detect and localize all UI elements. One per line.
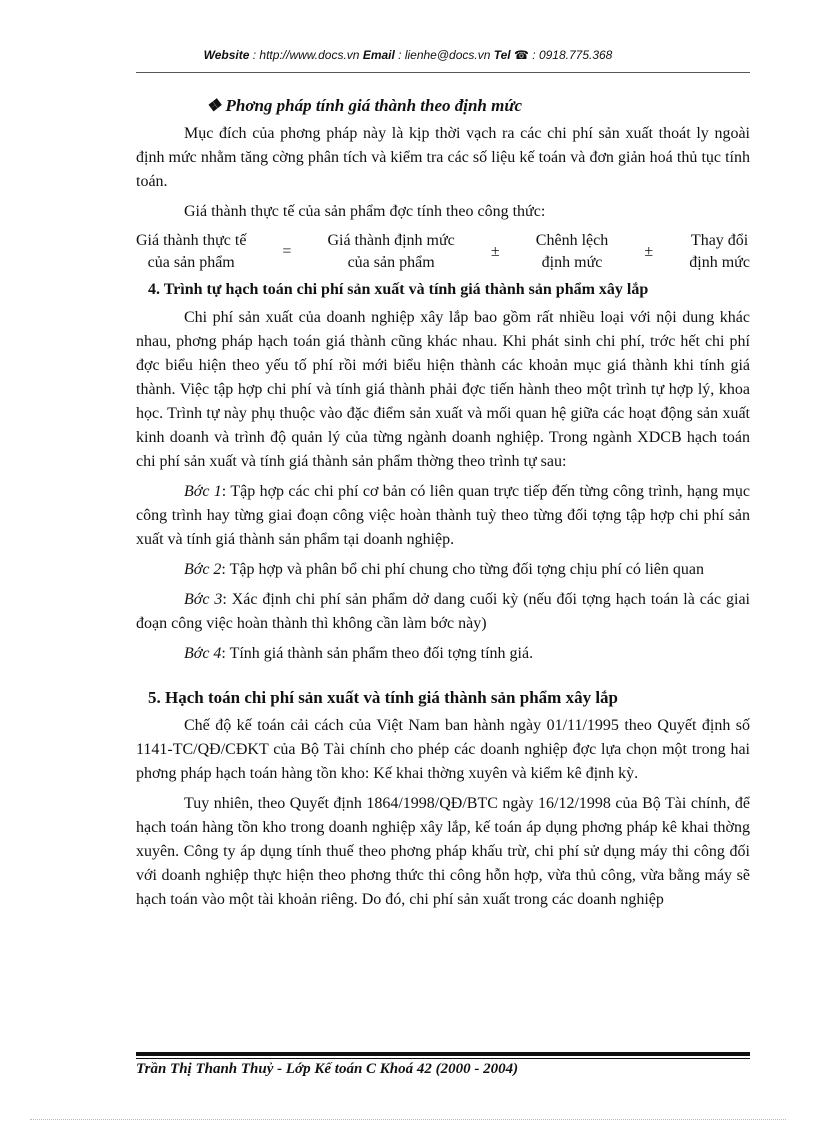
formula-term-norm-change: Thay đổi định mức bbox=[689, 232, 750, 271]
step-item bbox=[136, 558, 750, 582]
header-divider bbox=[136, 72, 750, 73]
step-text: : Xác định chi phí sản phẩm dở dang cuối kỳ (nếu đối tợng hạch toán là các giai đoạn công việc hoàn thành thì không cần làm bớc này) bbox=[136, 591, 750, 632]
formula-term-norm-difference: Chênh lệch định mức bbox=[535, 232, 609, 271]
plus-minus-sign: ± bbox=[644, 243, 654, 260]
section-4-heading: 4. Trình tự hạch toán chi phí sản xuất và tính giá thành sản phẩm xây lắp bbox=[148, 281, 649, 298]
phone-icon: ☎ bbox=[513, 48, 529, 62]
footer-divider-thin bbox=[136, 1058, 750, 1059]
cost-formula bbox=[136, 230, 750, 274]
step-text: : Tập hợp và phân bổ chi phí chung cho từng đối tợng chịu phí có liên quan bbox=[221, 561, 704, 578]
page-footer: Trần Thị Thanh Thuỷ - Lớp Kế toán C Khoá 42 (2000 - 2004) bbox=[136, 1061, 519, 1077]
formula-term-norm-cost: Giá thành định mức của sản phẩm bbox=[327, 232, 455, 271]
tel-label: Tel bbox=[493, 48, 511, 62]
tel-value: : 0918.775.368 bbox=[528, 48, 613, 62]
step-item bbox=[136, 480, 750, 552]
step-item bbox=[136, 642, 750, 666]
paragraph: Chi phí sản xuất của doanh nghiệp xây lắp bao gồm rất nhiều loại với nội dung khác nhau, phơng pháp hạch toán giá thành cũng khác nhau. Khi phát sinh chi phí, trớc hết chi phí đợc biểu hiện theo yếu tố phí rồi mới biểu hiện thành các khoản mục giá thành khi tính giá thành. Việc tập hợp chi phí và tính giá thành phải đợc tiến hành theo một trình tự hợp lý, khoa học. Trình tự này phụ thuộc vào đặc điểm sản xuất và mối quan hệ giữa các hoạt động sản xuất kinh doanh và trình độ quản lý của từng ngành doanh nghiệp. Trong ngành XDCB hạch toán chi phí sản xuất và tính giá thành sản phẩm thờng theo trình tự sau: bbox=[136, 309, 750, 470]
page-header bbox=[0, 48, 816, 62]
plus-minus-sign: ± bbox=[490, 243, 500, 260]
footer-divider bbox=[136, 1052, 750, 1056]
step-label: Bớc 4 bbox=[184, 645, 222, 662]
paragraph: Tuy nhiên, theo Quyết định 1864/1998/QĐ/BTC ngày 16/12/1998 của Bộ Tài chính, để hạch toán hàng tồn kho trong doanh nghiệp xây lắp, kế toán áp dụng phơng pháp kê khai thờng xuyên. Công ty áp dụng tính thuế theo phơng pháp khấu trừ, chi phí sử dụng máy thi công đối với doanh nghiệp thực hiện theo phơng thức thi công hỗn hợp, vừa thủ công, vừa bằng máy sẽ hạch toán vào một tài khoản riêng. Do đó, chi phí sản xuất trong các doanh nghiệp bbox=[136, 795, 750, 908]
step-label: Bớc 1 bbox=[184, 483, 222, 500]
equals-sign: = bbox=[282, 243, 292, 260]
section-title-text: Phơng pháp tính giá thành theo định mức bbox=[225, 96, 523, 115]
paragraph: Chế độ kế toán cải cách của Việt Nam ban hành ngày 01/11/1995 theo Quyết định số 1141-TC/QĐ/CĐKT của Bộ Tài chính cho phép các doanh nghiệp đợc lựa chọn một trong hai phơng pháp hạch toán hàng tồn kho: Kế khai thờng xuyên và kiểm kê định kỳ. bbox=[136, 717, 750, 782]
document-body bbox=[136, 94, 750, 912]
page-bottom-dots bbox=[30, 1119, 786, 1120]
section-title-norm bbox=[206, 94, 750, 118]
step-item bbox=[136, 588, 750, 636]
bullet-icon: ❖ bbox=[206, 96, 222, 115]
website-value: : http://www.docs.vn bbox=[249, 48, 363, 62]
paragraph: Mục đích của phơng pháp này là kịp thời vạch ra các chi phí sản xuất thoát ly ngoài định mức nhằm tăng cờng phân tích và kiểm tra các số liệu kế toán và đơn giản hoá thủ tục tính toán. bbox=[136, 125, 750, 190]
email-value: : lienhe@docs.vn bbox=[394, 48, 494, 62]
paragraph: Giá thành thực tế của sản phẩm đợc tính theo công thức: bbox=[184, 203, 546, 220]
step-text: : Tính giá thành sản phẩm theo đối tợng tính giá. bbox=[221, 645, 534, 662]
email-label: Email bbox=[362, 48, 395, 62]
step-label: Bớc 3 bbox=[184, 591, 223, 608]
section-5-heading: 5. Hạch toán chi phí sản xuất và tính giá thành sản phẩm xây lắp bbox=[148, 688, 618, 707]
website-label: Website bbox=[203, 48, 250, 62]
step-label: Bớc 2 bbox=[184, 561, 222, 578]
step-text: : Tập hợp các chi phí cơ bản có liên quan trực tiếp đến từng công trình, hạng mục công trình hay từng giai đoạn công việc hoàn thành tuỳ theo từng đối tợng tập hợp chi phí sản xuất và tính giá thành sản phẩm tại doanh nghiệp. bbox=[136, 483, 750, 548]
formula-term-actual-cost: Giá thành thực tế của sản phẩm bbox=[136, 232, 247, 271]
